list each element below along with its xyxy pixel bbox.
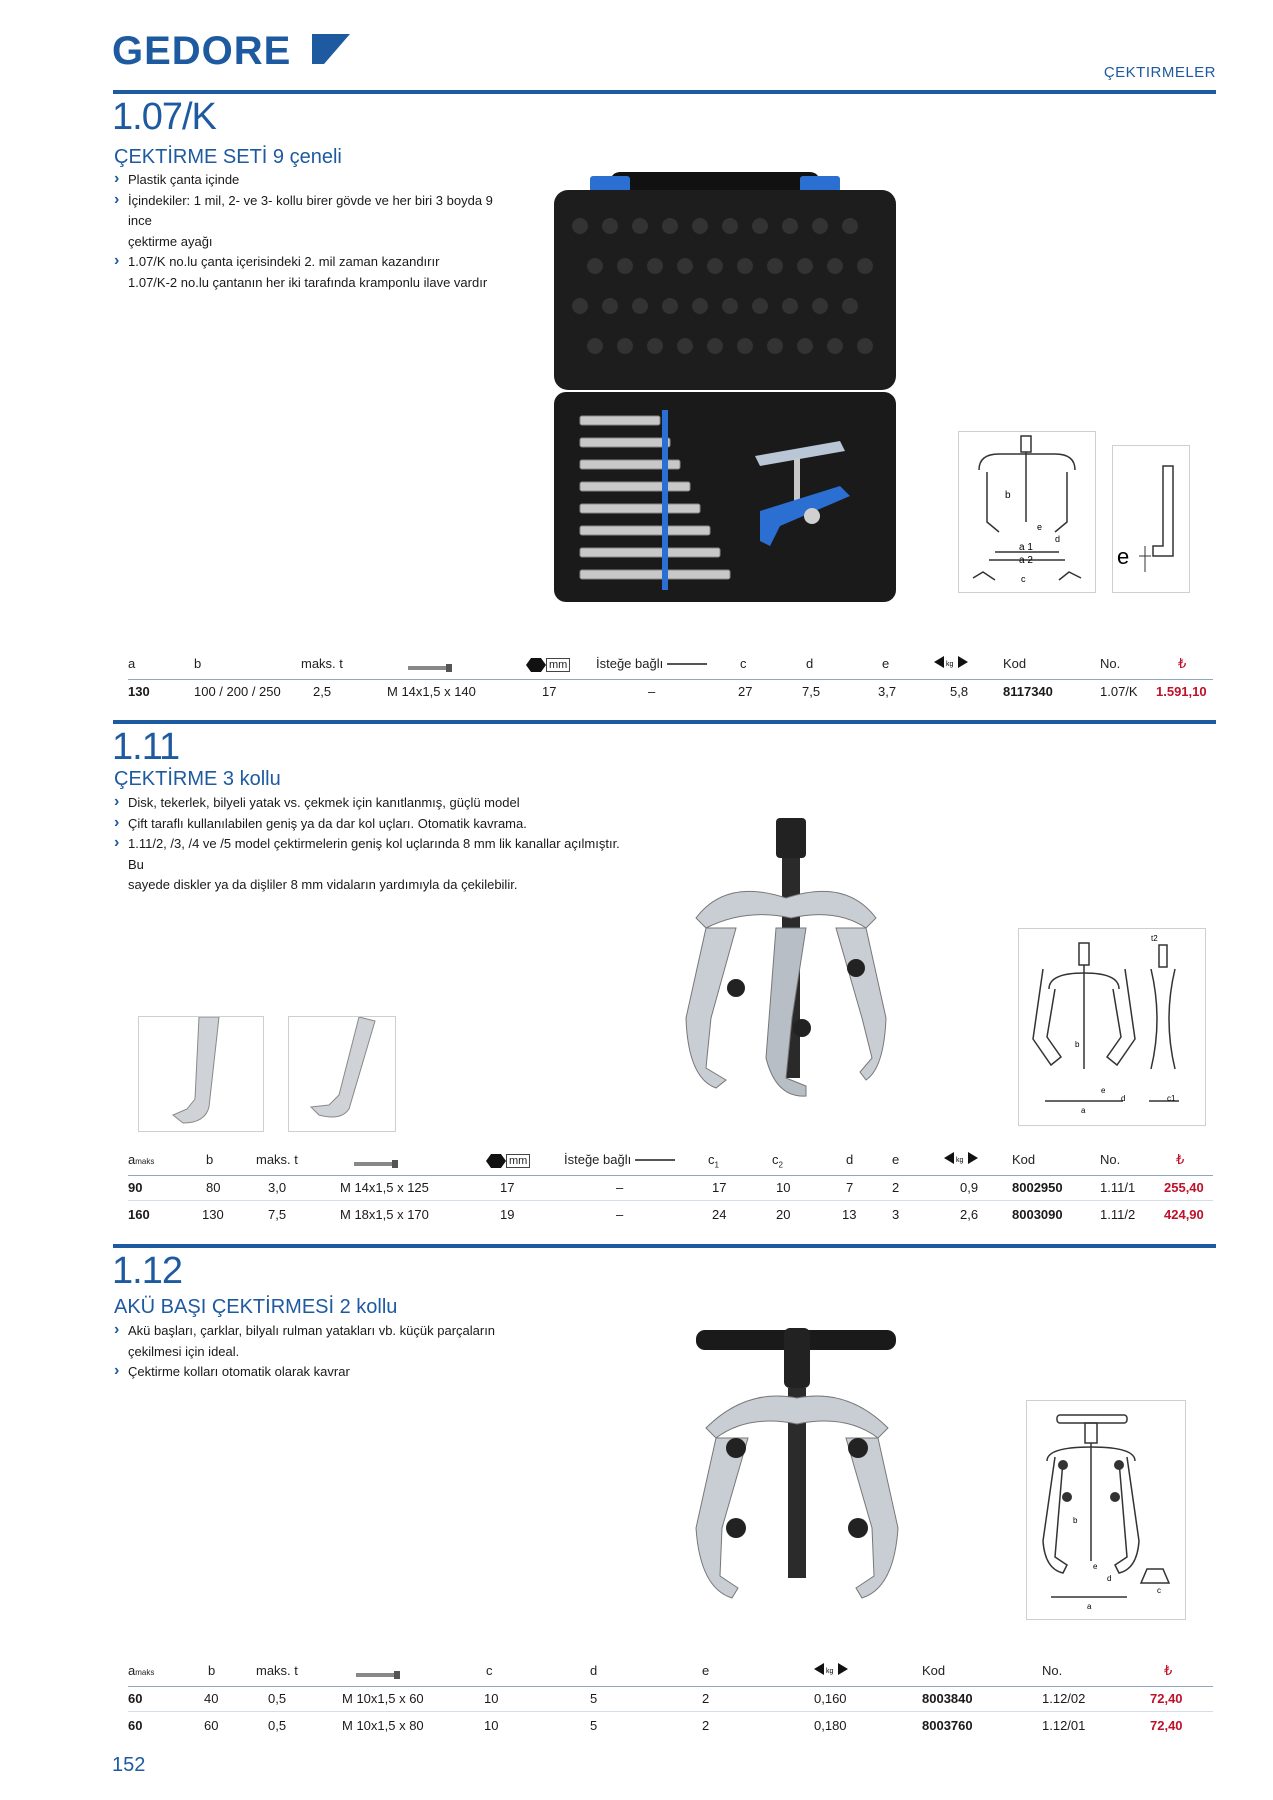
col-header: Kod [922,1663,946,1678]
row-divider [128,679,1213,680]
dim-label-e: e [1101,1086,1106,1095]
cell: 2 [702,1718,710,1733]
cell: 7,5 [268,1207,287,1222]
row-divider [128,1175,1213,1176]
col-header: a [128,656,136,671]
col-header: maks. t [301,656,343,671]
col-header-sub: maks [135,1157,155,1166]
weight-icon [934,656,968,671]
cell-no: 1.12/02 [1042,1691,1086,1706]
cell: 0,9 [960,1180,979,1195]
cell: 100 / 200 / 250 [194,684,281,699]
cell-code: 8003760 [922,1718,973,1733]
cell-code: 8003090 [1012,1207,1063,1222]
cell: 20 [776,1207,791,1222]
spindle-icon [356,1667,400,1682]
row-divider [128,1711,1213,1712]
wrench-size-icon [486,1152,530,1168]
cell: 60 [204,1718,219,1733]
dim-label-e: e [1037,522,1043,532]
product-photo-case [550,166,900,611]
feature-item: › 1.07/K no.lu çanta içerisindeki 2. mil zaman kazandırır [114,252,514,273]
spec-table [128,656,1213,716]
col-header-text: c [708,1152,715,1167]
header-rule [113,90,1216,94]
col-header-sub: maks [135,1668,155,1677]
section-title: ÇEKTİRME 3 kollu [114,768,281,790]
cell-price: 1.591,10 [1156,684,1207,699]
cell: 60 [128,1718,143,1733]
cell-price: 72,40 [1150,1691,1183,1706]
section-title: ÇEKTİRME SETİ 9 çeneli [114,146,342,168]
dim-label-a1: a 1 [1019,542,1033,553]
weight-unit: kg [946,661,954,668]
row-divider [128,1686,1213,1687]
cell: 17 [500,1180,515,1195]
feature-item: › Çektirme kolları otomatik olarak kavrar [114,1362,514,1383]
col-header: Kod [1012,1152,1036,1167]
cell: 2 [702,1691,710,1706]
product-photo-3-jaw-puller [666,818,906,1107]
dimension-diagram [1018,928,1206,1126]
section-rule [113,1244,1216,1248]
dim-label-d: d [1121,1094,1126,1103]
wrench-size-icon [526,656,570,672]
category-label: ÇEKTIRMELER [1103,64,1216,81]
dim-label-a2: a 2 [1019,555,1033,566]
section-title: AKÜ BAŞI ÇEKTİRMESİ 2 kollu [114,1296,398,1318]
cell-no: 1.12/01 [1042,1718,1086,1733]
feature-item: › Disk, tekerlek, bilyeli yatak vs. çekmek için kanıtlanmış, güçlü model [114,793,634,814]
dim-label-b: b [1073,1516,1078,1525]
dim-label-a: a [1087,1602,1092,1611]
dim-label-b: b [1005,490,1011,501]
currency-icon: ₺ [1164,1663,1173,1678]
spindle-icon [354,1156,398,1171]
currency-icon: ₺ [1176,1152,1185,1167]
dim-label-d: d [1055,534,1061,544]
cell: M 18x1,5 x 170 [340,1207,429,1222]
weight-unit: kg [826,1668,834,1675]
cell: 0,180 [814,1718,847,1733]
cell: – [616,1180,624,1195]
col-header [128,1663,154,1678]
col-header-text: İsteğe bağlı [564,1152,632,1167]
cell-price: 255,40 [1164,1180,1204,1195]
cell: M 10x1,5 x 60 [342,1691,424,1706]
cell: 3,0 [268,1180,287,1195]
col-header: No. [1100,1152,1121,1167]
col-header [128,1152,154,1167]
cell: 7,5 [802,684,821,699]
weight-icon [944,1152,978,1167]
dim-label-t2: t2 [1151,934,1158,943]
cell: 90 [128,1180,143,1195]
col-header-sub: 2 [778,1160,783,1170]
col-header-text: İsteğe bağlı [596,656,664,671]
col-header [564,1152,675,1167]
cell: 40 [204,1691,219,1706]
cell: 7 [846,1180,854,1195]
spindle-icon [408,660,452,675]
feature-item-continued: 1.07/K-2 no.lu çantanın her iki tarafında kramponlu ilave vardır [128,274,488,290]
col-header-text: a [128,1663,136,1678]
cell: M 14x1,5 x 125 [340,1180,429,1195]
cell: 5 [590,1718,598,1733]
cell: 2 [892,1180,900,1195]
cell: – [616,1207,624,1222]
cell: 5,8 [950,684,969,699]
col-header: maks. t [256,1152,298,1167]
row-divider [128,1200,1213,1201]
cell: 60 [128,1691,143,1706]
cell: 27 [738,684,753,699]
col-header [772,1152,783,1170]
cell-no: 1.11/1 [1100,1180,1136,1195]
cell: 24 [712,1207,727,1222]
cell: 17 [712,1180,727,1195]
cell: 10 [484,1718,499,1733]
unit-label: mm [506,1154,530,1168]
cell: 2,6 [960,1207,979,1222]
cell-code: 8117340 [1003,684,1053,699]
dim-label-c: c [1021,574,1026,584]
cell: 10 [484,1691,499,1706]
dimension-diagram [958,431,1096,593]
section-code: 1.07/K [112,96,216,138]
col-header: b [208,1663,216,1678]
col-header: maks. t [256,1663,298,1678]
col-header [708,1152,719,1170]
feature-item: › Plastik çanta içinde [114,170,514,191]
cell: 10 [776,1180,791,1195]
col-header: e [702,1663,710,1678]
dim-label-c: c [1157,1586,1161,1595]
feature-item-continued: çektirme ayağı [128,233,213,249]
col-header-text: c [772,1152,779,1167]
feature-item: › İçindekiler: 1 mil, 2- ve 3- kollu birer gövde ve her biri 3 boyda 9 ince [114,191,514,232]
product-photo-battery-puller [676,1318,922,1623]
dim-label-e: e [1117,544,1130,569]
jaw-detail-diagram [1112,445,1190,593]
col-header: e [882,656,890,671]
dim-label-e: e [1093,1562,1098,1571]
weight-icon [814,1663,848,1678]
dim-label-d: d [1107,1574,1112,1583]
unit-label: mm [546,658,570,672]
col-header: No. [1100,656,1121,671]
page-number: 152 [112,1754,146,1776]
cell: 130 [128,684,150,699]
cell: 0,5 [268,1718,287,1733]
col-header: e [892,1152,900,1167]
col-header: b [194,656,202,671]
feature-item: › 1.11/2, /3, /4 ve /5 model çektirmelerin geniş kol uçlarında 8 mm lik kanallar açılmıştır. Bu [114,834,634,875]
dim-label-b: b [1075,1040,1080,1049]
feature-list [114,793,634,896]
cell: 0,5 [268,1691,287,1706]
cell: 5 [590,1691,598,1706]
section-rule [113,720,1216,724]
cell: 13 [842,1207,857,1222]
section-code: 1.11 [112,726,180,768]
cell-price: 72,40 [1150,1718,1183,1733]
feature-list [114,170,514,293]
cell-no: 1.07/K [1100,684,1138,699]
cell: 3,7 [878,684,897,699]
cell: 130 [202,1207,224,1222]
cell: 3 [892,1207,900,1222]
feature-item: › Çift taraflı kullanılabilen geniş ya da dar kol uçları. Otomatik kavrama. [114,814,634,835]
cell: 80 [206,1180,221,1195]
feature-item-continued: çekilmesi için ideal. [128,1343,240,1359]
col-header: c [486,1663,493,1678]
feature-list [114,1321,514,1383]
col-header: Kod [1003,656,1027,671]
cell-no: 1.11/2 [1100,1207,1136,1222]
col-header-sub: 1 [714,1160,719,1170]
col-header: No. [1042,1663,1063,1678]
cell: 0,160 [814,1691,847,1706]
brand-logo [112,28,352,75]
section-code: 1.12 [112,1250,182,1292]
dim-label-c1: c1 [1167,1094,1176,1103]
spec-table [128,1663,1213,1743]
col-header: d [846,1152,854,1167]
col-header: b [206,1152,214,1167]
cell-code: 8002950 [1012,1180,1063,1195]
col-header-text: a [128,1152,136,1167]
col-header: c [740,656,747,671]
feature-item-continued: sayede diskler ya da dişliler 8 mm vidaların yardımıyla da çekilebilir. [128,877,518,892]
spec-table [128,1152,1213,1232]
dim-label-a: a [1081,1106,1086,1115]
col-header [596,656,707,671]
cell-code: 8003840 [922,1691,973,1706]
jaw-wide-photo [138,1016,264,1132]
cell: 17 [542,684,557,699]
cell: 19 [500,1207,515,1222]
cell: 160 [128,1207,150,1222]
dimension-diagram [1026,1400,1186,1620]
cell: 2,5 [313,684,332,699]
brand-logo-text: GEDORE [112,29,292,70]
feature-item: › Akü başları, çarklar, bilyalı rulman yatakları vb. küçük parçaların [114,1321,514,1342]
col-header: d [806,656,814,671]
cell: – [648,684,656,699]
currency-icon: ₺ [1178,656,1187,671]
cell: M 10x1,5 x 80 [342,1718,424,1733]
jaw-narrow-photo [288,1016,396,1132]
weight-unit: kg [956,1157,964,1164]
cell-price: 424,90 [1164,1207,1204,1222]
col-header: d [590,1663,598,1678]
brand-logo-arrow [312,34,350,64]
cell: M 14x1,5 x 140 [387,684,476,699]
